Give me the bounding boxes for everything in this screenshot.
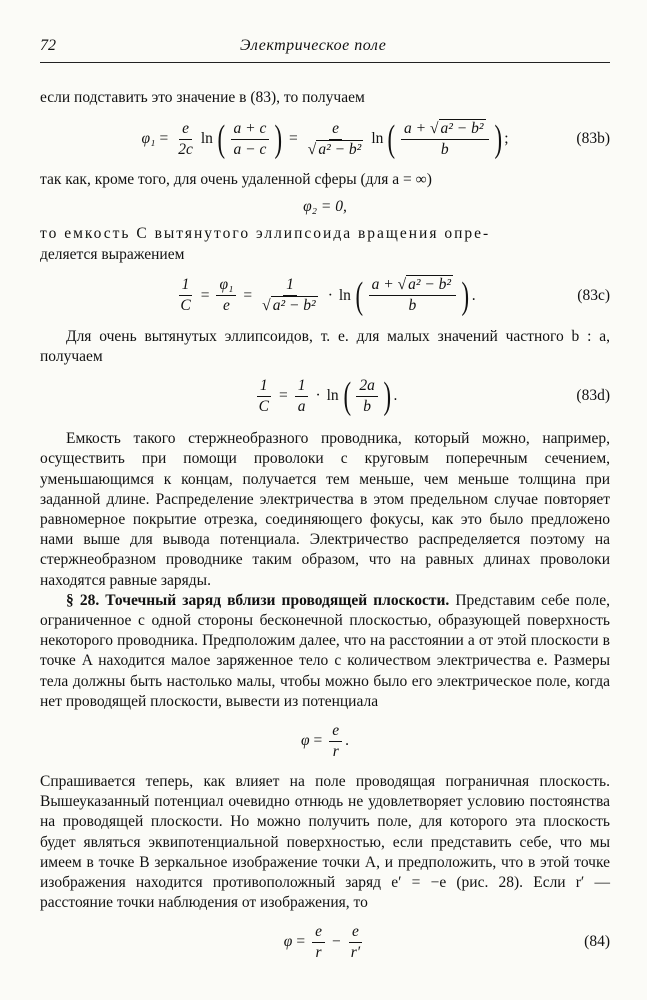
running-title: Электрическое поле — [240, 37, 387, 54]
paragraph-7: Спрашивается теперь, как влияет на поле проводящая пограничная плоскость. Вышеуказанный потенциал очевидно отнюдь не удовлетворяет условию постоянства на проводящей плоскости. Но можно получить поле, для которого эта плоскость будет являться эквипотенциальной поверхностью, если представить себе, что мы имеем в точке B зеркальное изображение точки A, и предположить, что в этой точке изображения находится противоположный заряд e′ = −e (рис. 28). Если r′ — расстояние точки наблюдения от изображения, то — [40, 773, 610, 912]
paragraph-3-line1: то емкость C вытянутого эллипсоида вращения опре- — [40, 225, 491, 243]
equation-tag-83c: (83c) — [577, 286, 610, 304]
equation-phi2: φ₂ = 0, — [303, 198, 347, 216]
paragraph-2: так как, кроме того, для очень удаленной сферы (для a = ∞) — [40, 171, 432, 189]
page — [40, 36, 610, 967]
paragraph-1: если подставить это значение в (83), то получаем — [40, 89, 365, 106]
paragraph-6: § 28. Точечный заряд вблизи проводящей плоскости. Представим себе поле, ограниченное с одной стороны бесконечной плоскостью, образующей поверхность некоторого проводника. Предположим далее, что на расстоянии a от этой плоскости в точке A находится малое заряженное тело с количеством электричества e. Размеры тела должны быть настолько малы, чтобы можно было его электрическое поле, когда нет проводящей плоскости, вывести из потенциала — [40, 591, 610, 710]
equation-83b: φ₁ = $\frac{e}{2c}$ ln ( $\frac{a + c}{a - c}$ ) = $\frac{e}{\text{√ a² − b²}}$ ln ( $\frac{\text{a + √ a² − b²}}{b}$ ) ; (83b) — [141, 118, 610, 161]
page-header — [40, 36, 610, 60]
equation-83c: $\frac{1}{C}$ = $\frac{\text{φ₁}}{e}$ = $\frac{1}{\text{√ a² − b²}}$ · ln ( $\frac{\text{a + √ a² − b²}}{b}$ ) . (83c) — [180, 274, 610, 317]
paragraph-4: Для очень вытянутых эллипсоидов, т. е. для малых значений частного b : a, получаем — [40, 327, 610, 366]
equation-tag-83b: (83b) — [576, 130, 610, 148]
paragraph-3-line2: деляется выражением — [40, 245, 185, 263]
equation-84: φ = $\frac{e}{r}$ − $\frac{e}{r'}$ (84) — [283, 922, 610, 961]
equation-tag-84: (84) — [584, 933, 610, 951]
page-number: 72 — [40, 37, 56, 54]
header-rule — [40, 62, 610, 63]
equation-phi: φ = $\frac{e}{r}$ . — [300, 721, 350, 760]
equation-tag-83d: (83d) — [576, 387, 610, 405]
paragraph-5: Емкость такого стержнеобразного проводника, который можно, например, осуществить при помощи проволоки с круговым поперечным сечением, уменьшающимся к концам, получается тем меньше, чем меньше толщина при заданной длине. Распределение электричества в этом предельном случае повторяет равномерное покрытие отрезка, соединяющего фокусы, как это было предложено нами выше для вывода потенциала. Электричество распределяется поэтому на стержнеобразном проводнике таким образом, что на равных длинах проволоки находятся равные заряды. — [40, 430, 610, 589]
equation-83d: $\frac{1}{C}$ = $\frac{1}{a}$ · ln ( $\frac{2a}{b}$ ) . (83d) — [258, 375, 610, 418]
section-heading: § 28. Точечный заряд вблизи проводящей плоскости. — [66, 591, 450, 609]
